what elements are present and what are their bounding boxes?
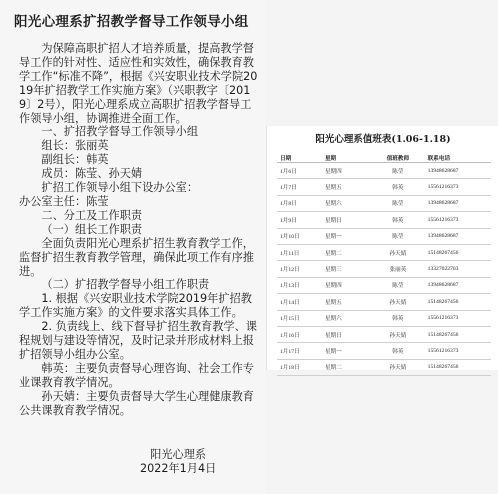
cell-teacher: 孙天婧 <box>371 244 425 260</box>
cell-date: 1月7日 <box>277 179 322 195</box>
table-row <box>277 212 491 228</box>
table-row <box>277 244 491 260</box>
table-row <box>277 195 491 211</box>
document-paragraph: （二）扩招教学督导小组工作职责 <box>41 278 210 292</box>
cell-weekday: 星期六 <box>322 310 371 326</box>
cell-weekday: 星期四 <box>322 163 371 179</box>
cell-teacher: 陈莹 <box>371 163 425 179</box>
cell-phone: 15148267456 <box>425 294 491 310</box>
document-paragraph: 1. 根据《兴安职业技术学院2019年扩招教学工作实施方案》的文件要求落实具体工作。 <box>19 292 252 320</box>
cell-weekday: 星期三 <box>322 261 371 277</box>
cell-teacher: 孙天婧 <box>371 294 425 310</box>
header-date: 日期 <box>277 153 322 163</box>
table-header-row <box>277 153 491 163</box>
cell-phone: 13948628687 <box>425 228 491 244</box>
cell-weekday: 星期五 <box>322 179 371 195</box>
cell-phone: 15148267456 <box>425 244 491 260</box>
cell-phone: 13948628687 <box>425 163 491 179</box>
cell-date: 1月14日 <box>277 294 322 310</box>
document-paragraph: 成员：陈莹、孙天婧 <box>41 167 143 181</box>
cell-phone: 13948628687 <box>425 195 491 211</box>
signature-block <box>140 448 216 476</box>
document-paragraph: 办公室主任：陈莹 <box>19 194 109 208</box>
duty-schedule-panel <box>266 126 498 370</box>
cell-date: 1月12日 <box>277 261 322 277</box>
cell-date: 1月13日 <box>277 277 322 293</box>
cell-date: 1月18日 <box>277 359 322 375</box>
cell-weekday: 星期一 <box>322 343 371 359</box>
cell-weekday: 星期二 <box>322 244 371 260</box>
header-weekday: 星期 <box>322 153 371 163</box>
table-row <box>277 179 491 195</box>
cell-date: 1月6日 <box>277 163 322 179</box>
table-row <box>277 294 491 310</box>
document-paragraph: 一、扩招教学督导工作领导小组 <box>41 125 199 139</box>
cell-teacher: 韩英 <box>371 212 425 228</box>
cell-date: 1月8日 <box>277 195 322 211</box>
table-row <box>277 277 491 293</box>
document-paragraph: 为保障高职扩招人才培养质量，提高教学督导工作的针对性、适应性和实效性，确保教育教学工作“标准不降”，根据《兴安职业技术学院2019年扩招教学工作实施方案》（兴职教字〔2019〕2号），阳光心理系成立高职扩招教学督导工作领导小组，协调推进全面工作。 <box>19 42 258 125</box>
cell-phone: 15561216373 <box>425 343 491 359</box>
header-teacher: 值班教师 <box>371 153 425 163</box>
cell-teacher: 陈莹 <box>371 277 425 293</box>
cell-teacher: 韩英 <box>371 179 425 195</box>
document-paragraph: 孙天婧：主要负责督导大学生心理健康教育公共课教育教学情况。 <box>19 389 254 417</box>
signature-org: 阳光心理系 <box>150 448 207 461</box>
cell-phone: 13948628687 <box>425 277 491 293</box>
document-paragraph: 韩英：主要负责督导心理咨询、社会工作专业课教育教学情况。 <box>19 361 254 389</box>
table-row <box>277 228 491 244</box>
document-paragraph: 组长：张丽英 <box>41 139 109 153</box>
table-row <box>277 343 491 359</box>
cell-phone: 13327022703 <box>425 261 491 277</box>
document-paragraph: 全面负责阳光心理系扩招生教育教学工作，监督扩招生教育教学管理，确保此项工作有序推进。 <box>19 236 254 278</box>
document-title: 阳光心理系扩招教学督导工作领导小组 <box>14 14 249 30</box>
cell-date: 1月9日 <box>277 212 322 228</box>
cell-date: 1月11日 <box>277 244 322 260</box>
document-paragraph: （一）组长工作职责 <box>41 222 143 236</box>
duty-schedule-table <box>277 153 491 376</box>
table-row <box>277 359 491 375</box>
cell-phone: 15561216373 <box>425 212 491 228</box>
signature-date: 2022年1月4日 <box>140 462 217 475</box>
cell-phone: 15148267456 <box>425 359 491 375</box>
document-body <box>19 42 262 417</box>
cell-teacher: 张丽英 <box>371 261 425 277</box>
table-row <box>277 163 491 179</box>
cell-weekday: 星期四 <box>322 277 371 293</box>
table-row <box>277 261 491 277</box>
cell-teacher: 孙天婧 <box>371 326 425 342</box>
cell-weekday: 星期二 <box>322 359 371 375</box>
cell-weekday: 星期六 <box>322 195 371 211</box>
cell-weekday: 星期五 <box>322 294 371 310</box>
cell-weekday: 星期日 <box>322 326 371 342</box>
cell-phone: 15148267456 <box>425 326 491 342</box>
cell-date: 1月15日 <box>277 310 322 326</box>
table-row <box>277 326 491 342</box>
document-paragraph: 2. 负责线上、线下督导扩招生教育教学、课程规划与建设等情况，及时记录并形成材料上报扩招领导小组办公室。 <box>19 320 257 361</box>
cell-date: 1月16日 <box>277 326 322 342</box>
cell-teacher: 韩英 <box>371 343 425 359</box>
schedule-title: 阳光心理系值班表(1.06-1.18) <box>315 134 451 145</box>
cell-weekday: 星期日 <box>322 212 371 228</box>
document-paragraph: 扩招工作领导小组下设办公室： <box>41 181 199 195</box>
cell-date: 1月10日 <box>277 228 322 244</box>
table-row <box>277 310 491 326</box>
document-paragraph: 副组长：韩英 <box>41 153 109 167</box>
cell-teacher: 孙天婧 <box>371 359 425 375</box>
document-paragraph: 二、分工及工作职责 <box>41 208 143 222</box>
cell-weekday: 星期一 <box>322 228 371 244</box>
cell-teacher: 韩英 <box>371 310 425 326</box>
cell-teacher: 陈莹 <box>371 195 425 211</box>
cell-teacher: 陈莹 <box>371 228 425 244</box>
header-phone: 联系电话 <box>425 153 491 163</box>
cell-date: 1月17日 <box>277 343 322 359</box>
cell-phone: 15561216373 <box>425 310 491 326</box>
cell-phone: 15561216373 <box>425 179 491 195</box>
